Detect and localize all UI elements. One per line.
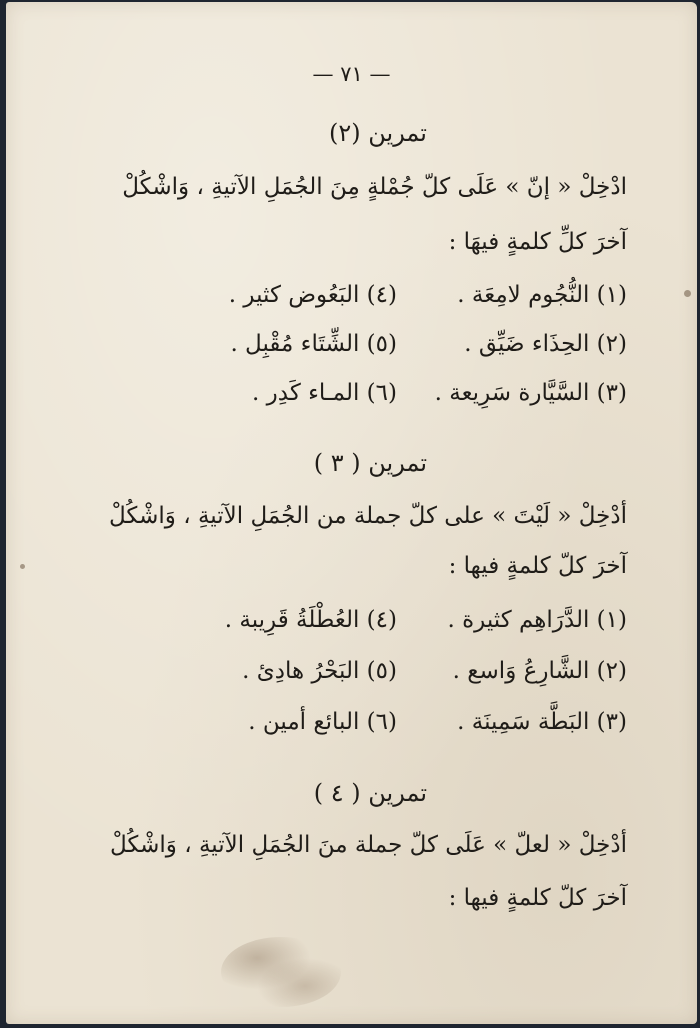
exercise-3-instruction-line-1: أدْخِلْ « لَيْتَ » على كلّ جملة من الجُمَلِ الآتيةِ ، وَاشْكُلْ — [109, 503, 627, 529]
exercise-2-item-1: (١) النُّجُوم لامِعَة . — [457, 282, 627, 308]
exercise-3-instruction-line-2: آخرَ كلّ كلمةٍ فيها : — [448, 553, 627, 579]
paper-speck — [684, 290, 691, 297]
exercise-2-title: تمرين (٢) — [328, 119, 427, 147]
paper-stain — [221, 937, 341, 1007]
exercise-4-instruction-line-2: آخرَ كلّ كلمةٍ فيها : — [448, 885, 627, 911]
exercise-2-item-3: (٣) السَّيَّارة سَرِيعة . — [434, 380, 627, 406]
book-page — [6, 2, 697, 1024]
exercise-3-item-1: (١) الدَّرَاهِم كثيرة . — [447, 607, 627, 633]
paper-speck — [20, 564, 25, 569]
exercise-3-item-2: (٢) الشَّارِعُ وَاسع . — [452, 658, 627, 684]
exercise-3-title: تمرين ( ٣ ) — [313, 449, 427, 477]
exercise-2-item-6: (٦) المـاء كَدِر . — [252, 380, 397, 406]
exercise-2-item-5: (٥) الشِّتَاء مُقْبِل . — [230, 331, 397, 357]
page-number: — ٧١ — — [312, 62, 391, 86]
exercise-2-instruction-line-2: آخرَ كلِّ كلمةٍ فيهَا : — [448, 229, 627, 255]
exercise-2-instruction-line-1: ادْخِلْ « إنّ » عَلَى كلّ جُمْلةٍ مِنَ الجُمَلِ الآتيةِ ، وَاشْكُلْ — [122, 174, 627, 200]
exercise-2-item-4: (٤) البَعُوض كثير . — [228, 282, 397, 308]
exercise-3-item-3: (٣) البَطَّة سَمِينَة . — [457, 709, 627, 735]
exercise-3-item-6: (٦) البائع أمين . — [248, 709, 397, 735]
exercise-4-instruction-line-1: أدْخِلْ « لعلّ » عَلَى كلّ جملة منَ الجُمَلِ الآتيةِ ، وَاشْكُلْ — [110, 832, 627, 858]
exercise-3-item-5: (٥) البَحْرُ هادِئ . — [242, 658, 397, 684]
exercise-2-item-2: (٢) الحِذَاء ضَيِّق . — [464, 331, 627, 357]
exercise-3-item-4: (٤) العُطْلَةُ قَرِيبة . — [224, 607, 397, 633]
exercise-4-title: تمرين ( ٤ ) — [313, 779, 427, 807]
